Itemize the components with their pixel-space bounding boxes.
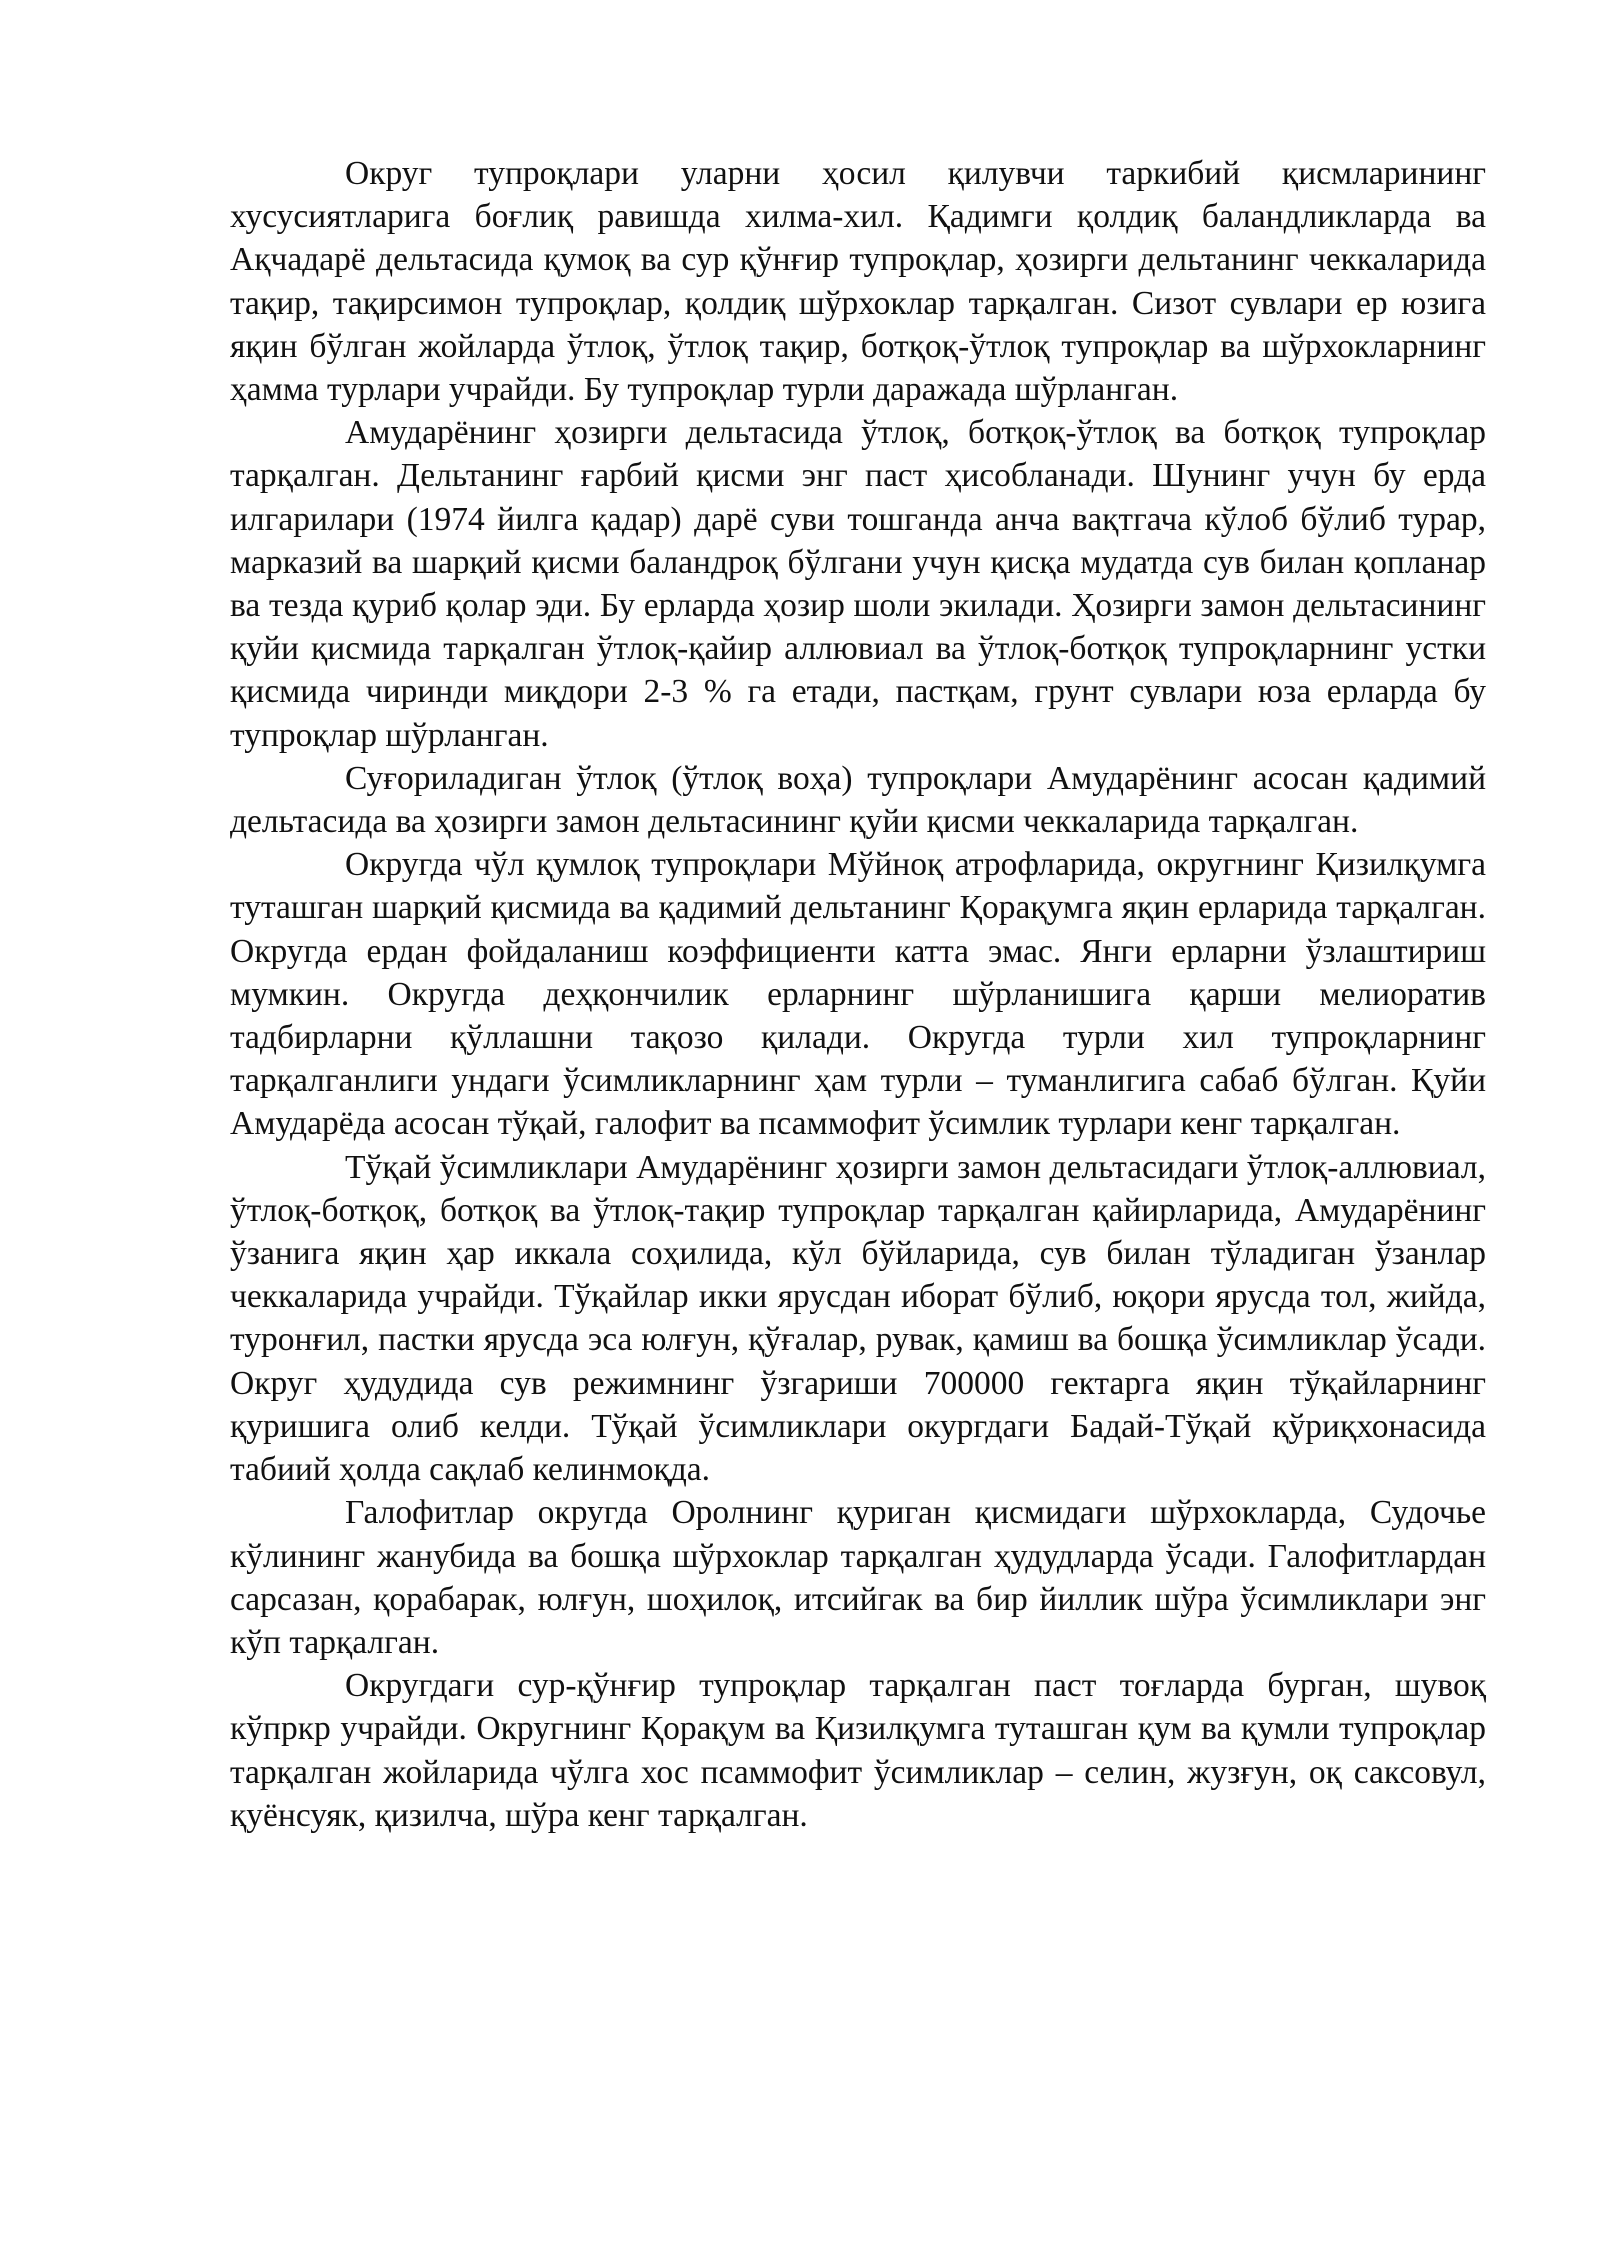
paragraph-desert-sandy-soils: Округда чўл қумлоқ тупроқлари Мўйноқ атрофларида, округнинг Қизилқумга туташган шарқий қисмида ва қадимий дельтанинг Қорақумга яқин ерларида тарқалган. Округда ердан фойдаланиш коэффициенти катта эмас. Янги ерларни ўзлаштириш мумкин. Округда деҳқончилик ерларнинг шўрланишига қарши мелиоратив тадбирларни қўллашни тақозо қилади. Округда турли хил тупроқларнинг тарқалганлиги ундаги ўсимликларнинг ҳам турли – туманлигига сабаб бўлган. Қуйи Амударёда асосан тўқай, галофит ва псаммофит ўсимлик турлари кенг тарқалган. (230, 846, 1486, 1143)
paragraph-tugai-vegetation: Тўқай ўсимликлари Амударёнинг ҳозирги замон дельтасидаги ўтлоқ-аллювиал, ўтлоқ-ботқоқ, ботқоқ ва ўтлоқ-тақир тупроқлар тарқалган қайирларида, Амударёнинг ўзанига яқин ҳар иккала соҳилида, кўл бўйларида, сув билан тўладиган ўзанлар чеккаларида учрайди. Тўқайлар икки ярусдан иборат бўлиб, юқори ярусда тол, жийда, туронғил, пастки ярусда эса юлғун, қўғалар, рувак, қамиш ва бошқа ўсимликлар ўсади. Округ ҳудудида сув режимнинг ўзгариши 700000 гектарга яқин тўқайларнинг қуришига олиб келди. Тўқай ўсимликлари окургдаги Бадай-Тўқай қўриқхонасида табиий ҳолда сақлаб келинмоқда. (230, 1148, 1486, 1489)
paragraph-psammophytes: Округдаги сур-қўнғир тупроқлар тарқалган паст тоғларда бурган, шувоқ кўпркр учрайди. Округнинг Қорақум ва Қизилқумга туташган қум ва қумли тупроқлар тарқалган жойларида чўлга хос псаммофит ўсимликлар – селин, жузғун, оқ саксовул, қуёнсуяк, қизилча, шўра кенг тарқалган. (230, 1667, 1486, 1834)
paragraph-soils-overview: Округ тупроқлари уларни ҳосил қилувчи таркибий қисмларининг хусусиятларига боғлиқ равишда хилма-хил. Қадимги қолдиқ баландликларда ва Ақчадарё дельтасида қумоқ ва сур қўнғир тупроқлар, ҳозирги дельтанинг чеккаларида тақир, тақирсимон тупроқлар, қолдиқ шўрхоклар тарқалган. Сизот сувлари ер юзига яқин бўлган жойларда ўтлоқ, ўтлоқ тақир, ботқоқ-ўтлоқ тупроқлар ва шўрхокларнинг ҳамма турлари учрайди. Бу тупроқлар турли даражада шўрланган. (230, 155, 1486, 409)
document-body (230, 152, 1486, 1837)
paragraph-irrigated-meadow-soils: Суғориладиган ўтлоқ (ўтлоқ воҳа) тупроқлари Амударёнинг асосан қадимий дельтасида ва ҳозирги замон дельтасининг қуйи қисми чеккаларида тарқалган. (230, 759, 1486, 841)
paragraph-halophytes: Галофитлар округда Оролнинг қуриган қисмидаги шўрхокларда, Судочье кўлининг жанубида ва бошқа шўрхоклар тарқалган ҳудудларда ўсади. Галофитлардан сарсазан, қорабарак, юлғун, шоҳилоқ, итсийгак ва бир йиллик шўра ўсимликлари энг кўп тарқалган. (230, 1494, 1486, 1661)
paragraph-modern-delta-soils: Амударёнинг ҳозирги дельтасида ўтлоқ, ботқоқ-ўтлоқ ва ботқоқ тупроқлар тарқалган. Дельтанинг ғарбий қисми энг паст ҳисобланади. Шунинг учун бу ерда илгарилари (1974 йилга қадар) дарё суви тошганда анча вақтгача кўлоб бўлиб турар, марказий ва шарқий қисми баландроқ бўлгани учун қисқа мудатда сув билан қопланар ва тезда қуриб қолар эди. Бу ерларда ҳозир шоли экилади. Ҳозирги замон дельтасининг қуйи қисмида тарқалган ўтлоқ-қайир аллювиал ва ўтлоқ-ботқоқ тупроқларнинг устки қисмида чиринди миқдори 2-3 % га етади, пастқам, грунт сувлари юза ерларда бу тупроқлар шўрланган. (230, 414, 1486, 754)
